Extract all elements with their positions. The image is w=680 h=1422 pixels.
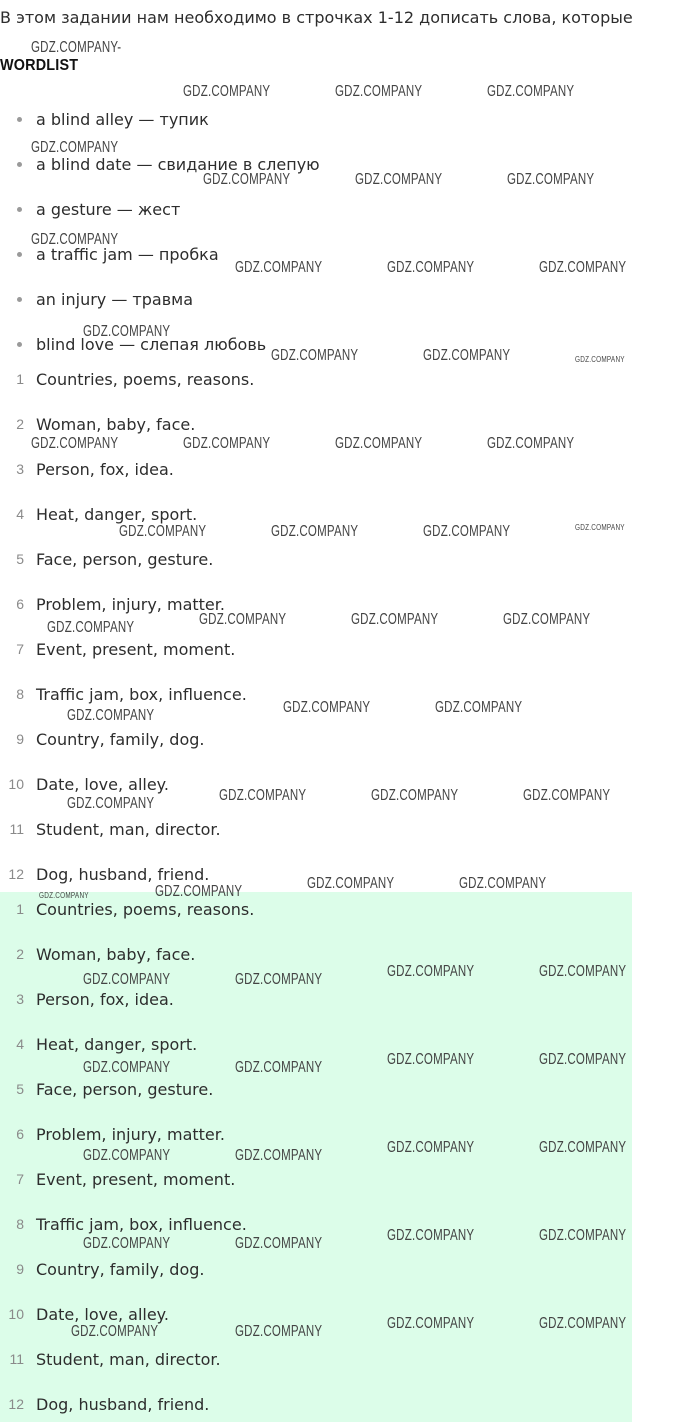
watermark: GDZ.COMPANY <box>31 231 119 248</box>
line-text: Heat, danger, sport. <box>36 505 198 524</box>
watermark: GDZ.COMPANY <box>503 611 591 628</box>
bullet-icon <box>17 297 22 302</box>
line-number: 9 <box>16 731 24 747</box>
line-text: Woman, baby, face. <box>36 945 196 964</box>
watermark: GDZ.COMPANY <box>539 259 627 276</box>
line-text: Date, love, alley. <box>36 775 169 794</box>
line-text: Student, man, director. <box>36 1350 221 1369</box>
line-number: 3 <box>16 461 24 477</box>
line-number: 7 <box>16 1171 24 1187</box>
line-text: Countries, poems, reasons. <box>36 370 255 389</box>
line-number: 9 <box>16 1261 24 1277</box>
watermark: GDZ.COMPANY <box>235 1059 323 1076</box>
watermark: GDZ.COMPANY <box>183 435 271 452</box>
wordlist-title: WORDLIST <box>0 57 79 74</box>
line-number: 5 <box>16 1081 24 1097</box>
watermark: GDZ.COMPANY <box>459 875 547 892</box>
watermark: GDZ.COMPANY <box>235 971 323 988</box>
watermark: GDZ.COMPANY <box>423 523 511 540</box>
line-text: Traffic jam, box, influence. <box>36 685 247 704</box>
watermark: GDZ.COMPANY <box>307 875 395 892</box>
watermark: GDZ.COMPANY <box>387 963 475 980</box>
line-number: 11 <box>9 1351 24 1367</box>
watermark: GDZ.COMPANY <box>387 1139 475 1156</box>
watermark: GDZ.COMPANY <box>199 611 287 628</box>
watermark: GDZ.COMPANY <box>355 171 443 188</box>
line-number: 4 <box>16 506 24 522</box>
bullet-icon <box>17 342 22 347</box>
watermark: GDZ.COMPANY <box>371 787 459 804</box>
watermark: GDZ.COMPANY <box>83 971 171 988</box>
line-number: 10 <box>8 776 24 792</box>
line-text: Face, person, gesture. <box>36 550 214 569</box>
watermark: GDZ.COMPANY <box>351 611 439 628</box>
wordlist-item-text: a blind date — свидание в слепую <box>36 155 320 174</box>
line-text: Event, present, moment. <box>36 1170 236 1189</box>
line-number: 5 <box>16 551 24 567</box>
watermark: GDZ.COMPANY <box>31 139 119 156</box>
watermark: GDZ.COMPANY <box>235 259 323 276</box>
watermark: GDZ.COMPANY <box>155 883 243 900</box>
line-number: 2 <box>16 416 24 432</box>
watermark: GDZ.COMPANY <box>235 1235 323 1252</box>
watermark: GDZ.COMPANY <box>83 323 171 340</box>
watermark: GDZ.COMPANY <box>387 1227 475 1244</box>
watermark: GDZ.COMPANY <box>507 171 595 188</box>
line-number: 2 <box>16 946 24 962</box>
watermark: GDZ.COMPANY <box>271 347 359 364</box>
line-text: Problem, injury, matter. <box>36 595 225 614</box>
watermark: GDZ.COMPANY <box>203 171 291 188</box>
watermark: GDZ.COMPANY <box>539 1139 627 1156</box>
line-number: 4 <box>16 1036 24 1052</box>
watermark: GDZ.COMPANY <box>575 523 625 532</box>
line-text: Problem, injury, matter. <box>36 1125 225 1144</box>
line-number: 7 <box>16 641 24 657</box>
line-number: 8 <box>16 1216 24 1232</box>
line-number: 1 <box>16 371 24 387</box>
watermark: GDZ.COMPANY <box>119 523 207 540</box>
wordlist-item-text: a blind alley — тупик <box>36 110 209 129</box>
line-number: 12 <box>8 1396 24 1412</box>
line-text: Dog, husband, friend. <box>36 1395 210 1414</box>
watermark: GDZ.COMPANY <box>31 435 119 452</box>
watermark: GDZ.COMPANY <box>183 83 271 100</box>
watermark: GDZ.COMPANY <box>39 891 89 900</box>
wordlist-item-text: blind love — слепая любовь <box>36 335 267 354</box>
watermark: GDZ.COMPANY <box>387 1051 475 1068</box>
watermark: GDZ.COMPANY <box>487 83 575 100</box>
bullet-icon <box>17 117 22 122</box>
watermark: GDZ.COMPANY <box>523 787 611 804</box>
line-text: Woman, baby, face. <box>36 415 196 434</box>
line-number: 12 <box>8 866 24 882</box>
line-text: Dog, husband, friend. <box>36 865 210 884</box>
watermark: GDZ.COMPANY <box>219 787 307 804</box>
watermark: GDZ.COMPANY <box>539 1051 627 1068</box>
watermark: GDZ.COMPANY <box>71 1323 159 1340</box>
line-number: 1 <box>16 901 24 917</box>
intro-text: В этом задании нам необходимо в строчках 1-12 дописать слова, которые <box>0 8 633 27</box>
watermark: GDZ.COMPANY <box>539 963 627 980</box>
watermark: GDZ.COMPANY <box>67 707 155 724</box>
watermark: GDZ.COMPANY <box>235 1147 323 1164</box>
line-text: Student, man, director. <box>36 820 221 839</box>
watermark: GDZ.COMPANY <box>387 1315 475 1332</box>
line-number: 6 <box>16 596 24 612</box>
line-text: Event, present, moment. <box>36 640 236 659</box>
wordlist-item-text: a traffic jam — пробка <box>36 245 219 264</box>
watermark: GDZ.COMPANY <box>83 1147 171 1164</box>
bullet-icon <box>17 252 22 257</box>
line-text: Date, love, alley. <box>36 1305 169 1324</box>
line-text: Country, family, dog. <box>36 730 205 749</box>
line-text: Traffic jam, box, influence. <box>36 1215 247 1234</box>
line-text: Person, fox, idea. <box>36 460 174 479</box>
line-number: 8 <box>16 686 24 702</box>
watermark: GDZ.COMPANY- <box>31 39 122 56</box>
line-text: Countries, poems, reasons. <box>36 900 255 919</box>
watermark: GDZ.COMPANY <box>539 1315 627 1332</box>
line-number: 3 <box>16 991 24 1007</box>
line-text: Heat, danger, sport. <box>36 1035 198 1054</box>
watermark: GDZ.COMPANY <box>575 355 625 364</box>
watermark: GDZ.COMPANY <box>283 699 371 716</box>
watermark: GDZ.COMPANY <box>335 435 423 452</box>
watermark: GDZ.COMPANY <box>539 1227 627 1244</box>
bullet-icon <box>17 162 22 167</box>
watermark: GDZ.COMPANY <box>423 347 511 364</box>
wordlist-item-text: an injury — травма <box>36 290 194 309</box>
watermark: GDZ.COMPANY <box>47 619 135 636</box>
line-number: 6 <box>16 1126 24 1142</box>
watermark: GDZ.COMPANY <box>335 83 423 100</box>
line-number: 10 <box>8 1306 24 1322</box>
wordlist-item <box>0 97 320 142</box>
line-text: Face, person, gesture. <box>36 1080 214 1099</box>
watermark: GDZ.COMPANY <box>67 795 155 812</box>
bullet-icon <box>17 207 22 212</box>
line-text: Country, family, dog. <box>36 1260 205 1279</box>
wordlist-item-text: a gesture — жест <box>36 200 181 219</box>
watermark: GDZ.COMPANY <box>83 1235 171 1252</box>
watermark: GDZ.COMPANY <box>487 435 575 452</box>
watermark: GDZ.COMPANY <box>271 523 359 540</box>
watermark: GDZ.COMPANY <box>83 1059 171 1076</box>
wordlist-item <box>0 277 320 322</box>
watermark: GDZ.COMPANY <box>235 1323 323 1340</box>
line-number: 11 <box>9 821 24 837</box>
watermark: GDZ.COMPANY <box>435 699 523 716</box>
wordlist-item <box>0 187 320 232</box>
watermark: GDZ.COMPANY <box>387 259 475 276</box>
line-text: Person, fox, idea. <box>36 990 174 1009</box>
